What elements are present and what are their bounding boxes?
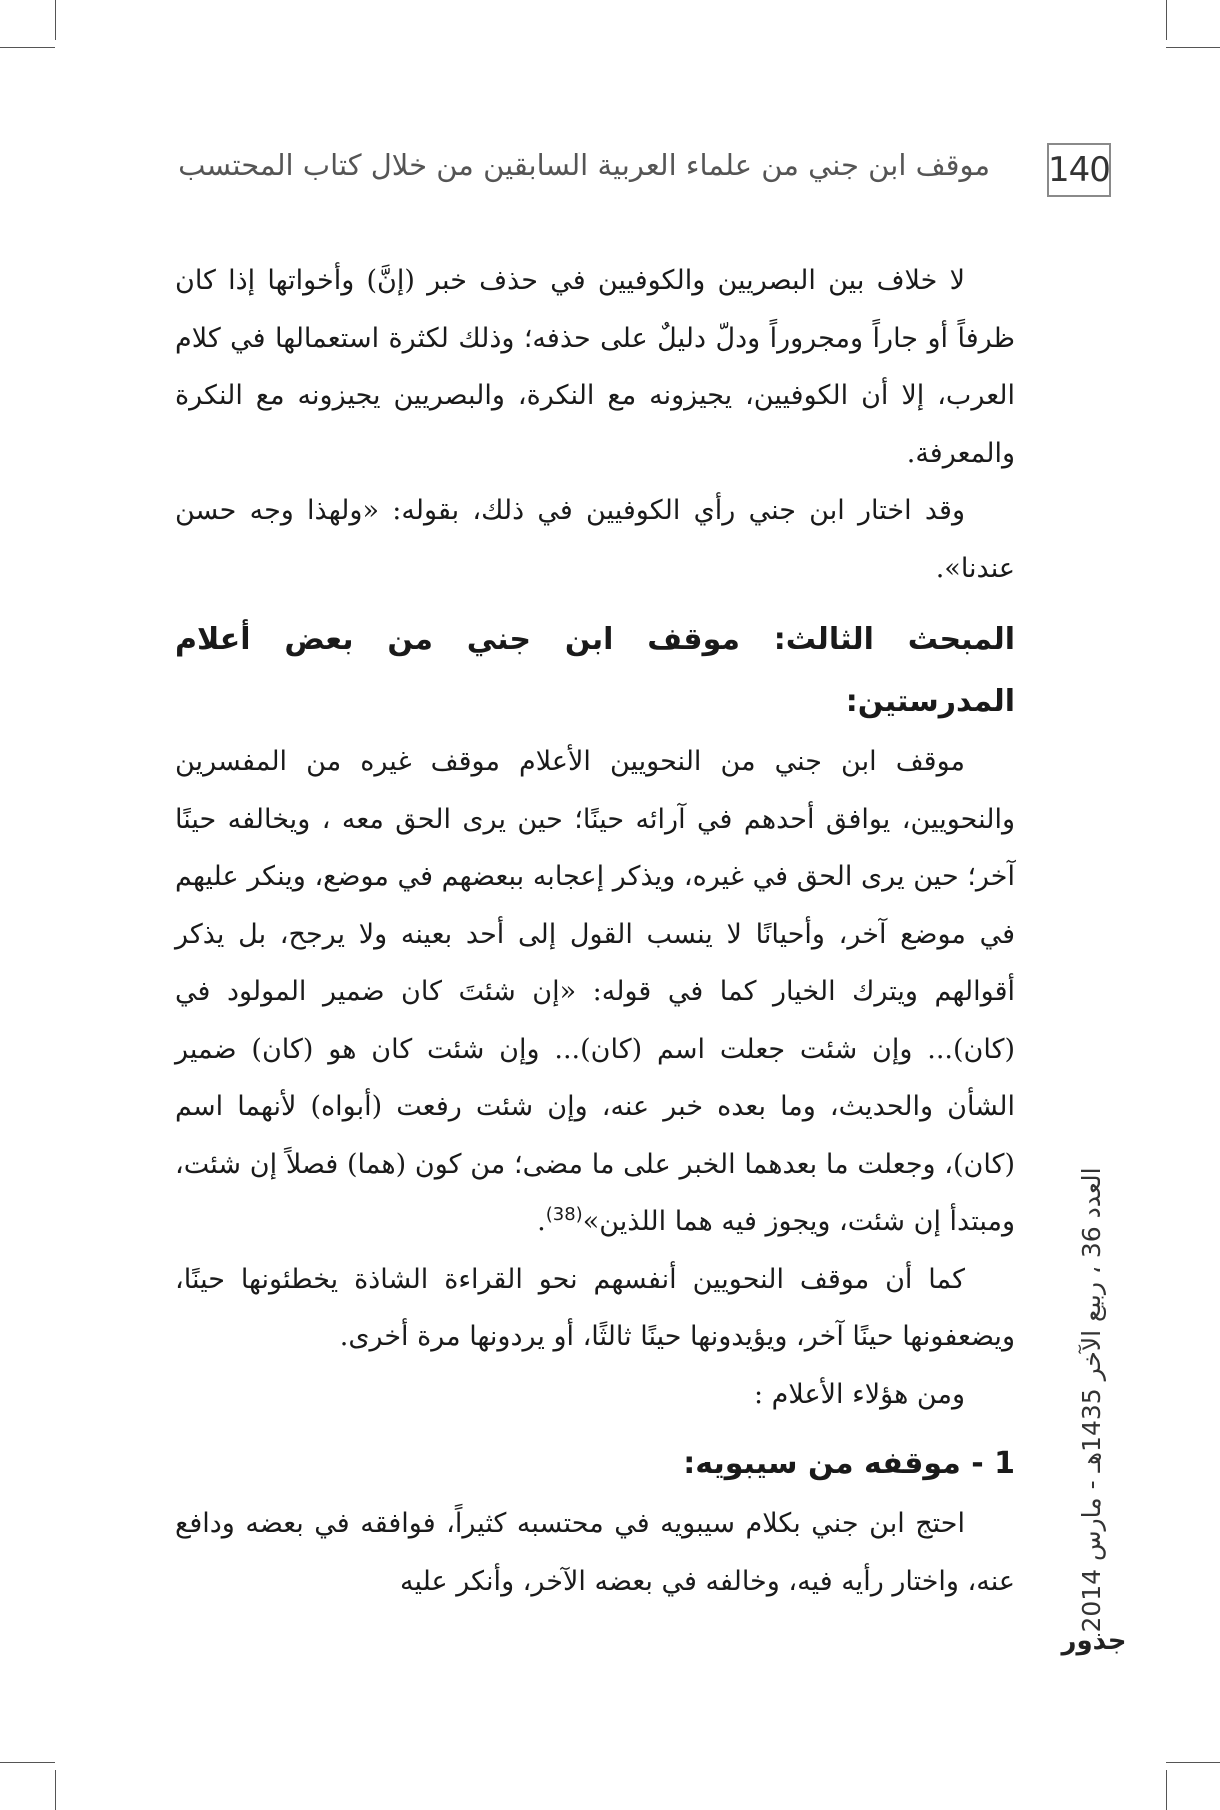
issue-info: العدد 36 ، ربيع الآخر 1435هـ - مارس 2014: [1077, 1167, 1106, 1633]
crop-mark-bottom-right-h: [1166, 1762, 1220, 1763]
paragraph-5: ومن هؤلاء الأعلام :: [753, 1378, 965, 1410]
crop-mark-bottom-right-v: [1166, 1770, 1167, 1810]
section-heading: المبحث الثالث: موقف ابن جني من بعض أعلام المدرستين:: [175, 622, 1015, 719]
paragraph-2: وقد اختار ابن جني رأي الكوفيين في ذلك، بقوله: «ولهذا وجه حسن عندنا».: [175, 495, 1015, 584]
crop-mark-top-left-h: [0, 47, 55, 48]
running-title: موقف ابن جني من علماء العربية السابقين من خلال كتاب المحتسب: [178, 148, 990, 182]
journal-logo: جذور: [1061, 1626, 1127, 1656]
crop-mark-top-right-h: [1166, 47, 1220, 48]
subsection-heading: 1 - موقفه من سيبويه:: [683, 1446, 1015, 1481]
article-body: [175, 252, 1015, 1610]
paragraph-4: كما أن موقف النحويين أنفسهم نحو القراءة الشاذة يخطئونها حينًا، ويضعفونها حينًا آخر، ويؤيدونها حينًا ثالثًا، أو يردونها مرة أخرى.: [175, 1263, 1015, 1352]
page-number: 140: [1047, 143, 1111, 197]
crop-mark-top-left-v: [55, 0, 56, 40]
crop-mark-top-right-v: [1166, 0, 1167, 40]
crop-mark-bottom-left-h: [0, 1762, 55, 1763]
crop-mark-bottom-left-v: [55, 1770, 56, 1810]
paragraph-1: لا خلاف بين البصريين والكوفيين في حذف خبر (إنَّ) وأخواتها إذا كان ظرفاً أو جاراً ومجروراً ودلّ دليلٌ على حذفه؛ وذلك لكثرة استعمالها في كلام العرب، إلا أن الكوفيين، يجيزونه مع النكرة، والبصريين يجيزونه مع النكرة والمعرفة.: [175, 265, 1015, 469]
footnote-reference: (38): [545, 1204, 583, 1225]
paragraph-6: احتج ابن جني بكلام سيبويه في محتسبه كثيراً، فوافقه في بعضه ودافع عنه، واختار رأيه فيه، وخالفه في بعضه الآخر، وأنكر عليه: [175, 1508, 1015, 1597]
paragraph-3-text: موقف ابن جني من النحويين الأعلام موقف غيره من المفسرين والنحويين، يوافق أحدهم في آرائه حينًا؛ حين يرى الحق معه ، ويخالفه حينًا آخر؛ حين يرى الحق في غيره، ويذكر إعجابه ببعضهم في موضع، وينكر عليهم في موضع آخر، وأحيانًا لا ينسب القول إلى أحد بعينه ولا يرجح، بل يذكر أقوالهم ويترك الخيار كما في قوله: «إن شئتَ كان ضمير المولود في (كان)... وإن شئت جعلت اسم (كان)... وإن شئت كان هو (كان) ضمير الشأن والحديث، وما بعده خبر عنه، وإن شئت رفعت (أبواه) لأنهما اسم (كان)، وجعلت ما بعدهما الخبر على ما مضى؛ من كون (هما) فصلاً إن شئت، ومبتدأ إن شئت، ويجوز فيه هما اللذين»: [175, 746, 1015, 1237]
paragraph-3: [175, 733, 1015, 1251]
paragraph-3-end: .: [537, 1206, 546, 1237]
